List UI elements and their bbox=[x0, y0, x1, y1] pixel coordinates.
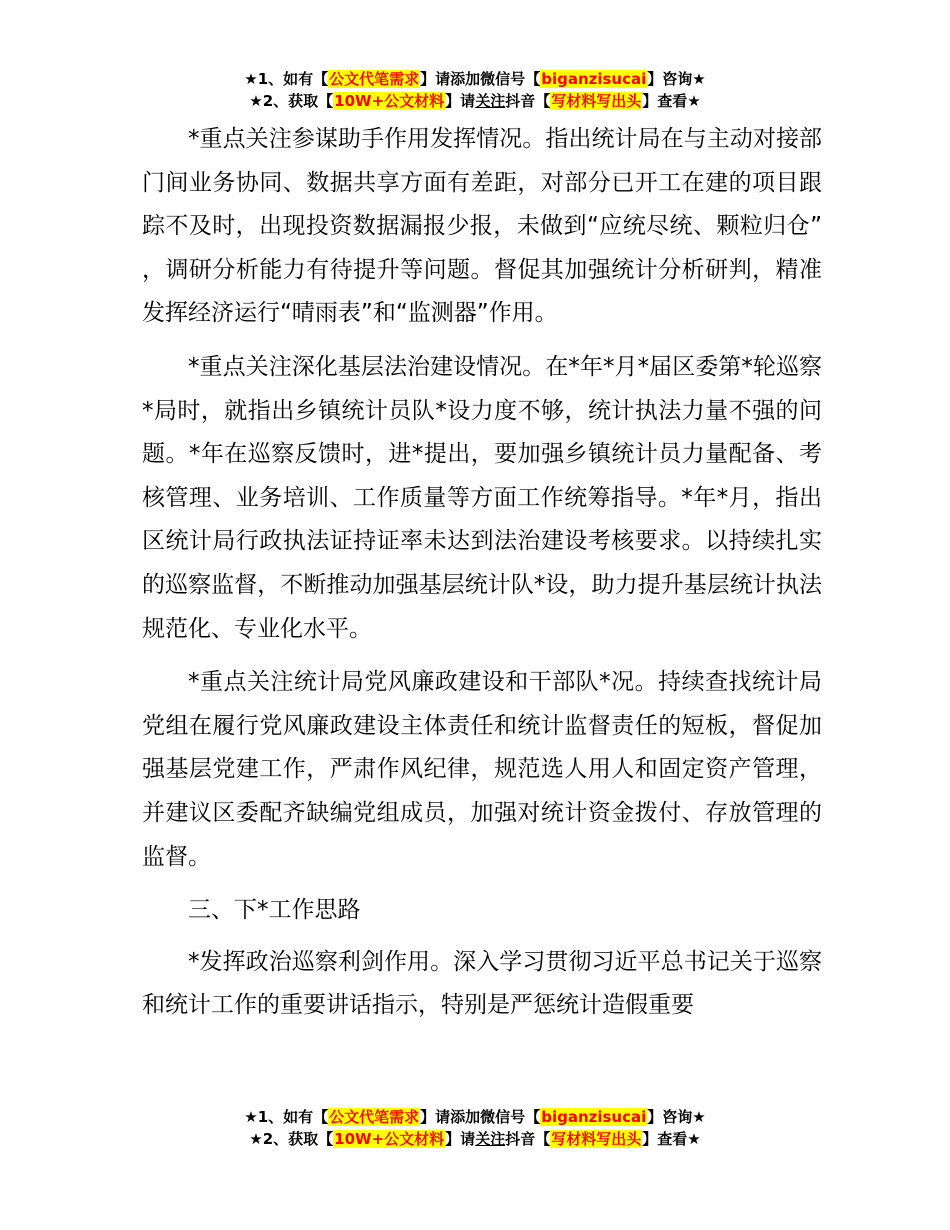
banner-text: 请添加微信号 bbox=[435, 70, 526, 88]
highlight-materials: 10W+公文材料 bbox=[334, 92, 445, 110]
banner-text: 2、获取 bbox=[262, 1130, 319, 1148]
highlight-materials: 10W+公文材料 bbox=[334, 1130, 445, 1148]
highlight-wechat-id: biganzisucai bbox=[541, 1108, 647, 1126]
bracket-open: 【 bbox=[318, 1130, 334, 1148]
banner-text: 抖音 bbox=[505, 1130, 536, 1148]
star-icon: ★ bbox=[249, 92, 263, 110]
banner-text: 请 bbox=[460, 1130, 476, 1148]
footer-banner bbox=[0, 1106, 950, 1150]
star-icon: ★ bbox=[692, 70, 706, 88]
highlight-douyin-account: 写材料写出头 bbox=[551, 92, 642, 110]
paragraph-party-conduct: *重点关注统计局党风廉政建设和干部队*况。持续查找统计局党组在履行党风廉政建设主体责任和统计监督责任的短板，督促加强基层党建工作，严肃作风纪律，规范选人用人和固定资产管理，并建议区委配齐缺编党组成员，加强对统计资金拨付、存放管理的监督。 bbox=[142, 669, 822, 870]
bracket-open: 【 bbox=[313, 70, 329, 88]
banner-underlined-text: 关注 bbox=[475, 1130, 506, 1148]
highlight-writing-service: 公文代笔需求 bbox=[329, 70, 420, 88]
bracket-close: 】 bbox=[647, 1108, 663, 1126]
star-icon: ★ bbox=[244, 1108, 258, 1126]
section-heading: 三、下*工作思路 bbox=[188, 897, 361, 924]
bracket-open: 【 bbox=[525, 1108, 541, 1126]
bracket-close: 】 bbox=[420, 1108, 436, 1126]
bracket-close: 】 bbox=[642, 92, 658, 110]
banner-line-2 bbox=[0, 1128, 950, 1150]
highlight-writing-service: 公文代笔需求 bbox=[329, 1108, 420, 1126]
banner-text: 咨询 bbox=[662, 70, 693, 88]
banner-text: 1、如有 bbox=[257, 1108, 314, 1126]
bracket-close: 】 bbox=[420, 70, 436, 88]
paragraph-grassroots-rule-of-law: *重点关注深化基层法治建设情况。在*年*月*届区委第*轮巡察*局时，就指出乡镇统计员队*设力度不够，统计执法力量不强的问题。*年在巡察反馈时，进*提出，要加强乡镇统计员力量配备、考核管理、业务培训、工作质量等方面工作统筹指导。*年*月，指出区统计局行政执法证持证率未达到法治建设考核要求。以持续扎实的巡察监督，不断推动加强基层统计队*设，助力提升基层统计执法规范化、专业化水平。 bbox=[142, 353, 822, 642]
banner-text: 查看 bbox=[657, 1130, 688, 1148]
highlight-wechat-id: biganzisucai bbox=[541, 70, 647, 88]
star-icon: ★ bbox=[687, 92, 701, 110]
bracket-open: 【 bbox=[318, 92, 334, 110]
paragraph-inspection-role: *发挥政治巡察利剑作用。深入学习贯彻习近平总书记关于巡察和统计工作的重要讲话指示，特别是严惩统计造假重要 bbox=[142, 948, 822, 1019]
star-icon: ★ bbox=[249, 1130, 263, 1148]
star-icon: ★ bbox=[687, 1130, 701, 1148]
banner-text: 1、如有 bbox=[257, 70, 314, 88]
star-icon: ★ bbox=[244, 70, 258, 88]
banner-text: 查看 bbox=[657, 92, 688, 110]
star-icon: ★ bbox=[692, 1108, 706, 1126]
paragraph-advisory-role: *重点关注参谋助手作用发挥情况。指出统计局在与主动对接部门间业务协同、数据共享方面有差距，对部分已开工在建的项目跟踪不及时，出现投资数据漏报少报，未做到“应统尽统、颗粒归仓” ，调研分析能力有待提升等问题。督促其加强统计分析研判，精准发挥经济运行“晴雨表”和“监测器”作用。 bbox=[142, 126, 822, 327]
document-body bbox=[142, 118, 822, 1038]
banner-line-1 bbox=[0, 1106, 950, 1128]
bracket-close: 】 bbox=[647, 70, 663, 88]
bracket-close: 】 bbox=[445, 1130, 461, 1148]
header-banner bbox=[0, 68, 950, 112]
banner-underlined-text: 关注 bbox=[475, 92, 506, 110]
bracket-open: 【 bbox=[313, 1108, 329, 1126]
banner-line-1 bbox=[0, 68, 950, 90]
bracket-close: 】 bbox=[642, 1130, 658, 1148]
bracket-open: 【 bbox=[535, 1130, 551, 1148]
banner-text: 抖音 bbox=[505, 92, 536, 110]
bracket-open: 【 bbox=[535, 92, 551, 110]
highlight-douyin-account: 写材料写出头 bbox=[551, 1130, 642, 1148]
banner-text: 咨询 bbox=[662, 1108, 693, 1126]
bracket-close: 】 bbox=[445, 92, 461, 110]
banner-text: 请添加微信号 bbox=[435, 1108, 526, 1126]
bracket-open: 【 bbox=[525, 70, 541, 88]
banner-line-2 bbox=[0, 90, 950, 112]
banner-text: 请 bbox=[460, 92, 476, 110]
banner-text: 2、获取 bbox=[262, 92, 319, 110]
